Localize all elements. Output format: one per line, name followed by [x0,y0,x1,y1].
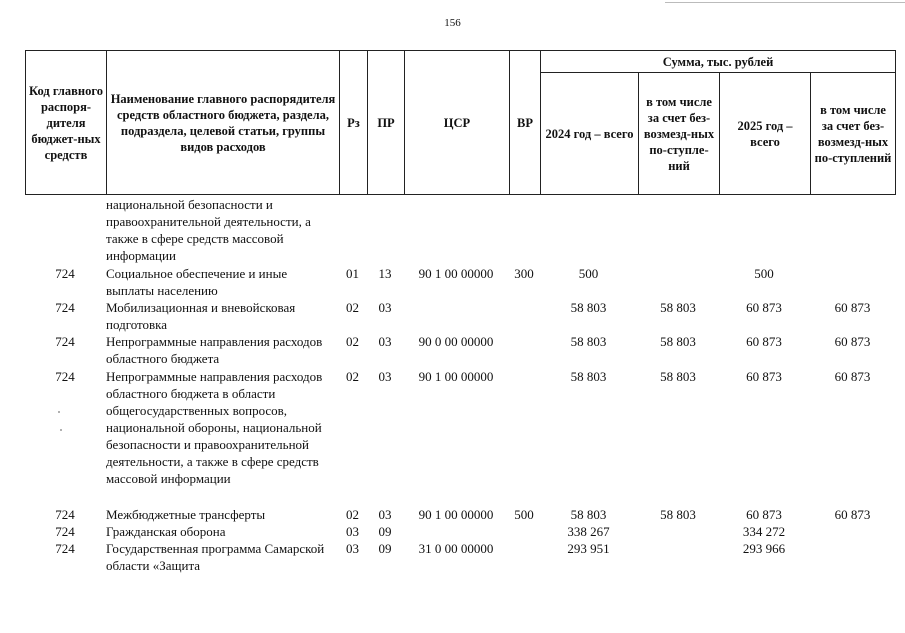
cell-2024-total: 500 [578,266,599,281]
cell-2025-total: 60 873 [746,369,782,384]
cell-vr: 500 [514,507,534,522]
cell-rz: 02 [346,300,359,315]
cell-name: Межбюджетные трансферты [106,507,266,522]
cell-name: Непрограммные направления расходов областного бюджета в области общегосударственных вопросов, национальной обороны, национальной безопасности и правоохранительной деятельности, а также в сфере средств массовой информации [106,369,323,486]
cell-2025-free: 60 873 [834,507,871,522]
cell-2024-free: 58 803 [660,334,696,349]
header-2024-free: в том числе за счет без-возмезд-ных по-ступле-ний [639,73,720,195]
cell-vr: 300 [514,266,534,281]
cell-name: Социальное обеспечение и иные выплаты населению [106,266,288,298]
cell-2025-total: 500 [754,266,774,281]
scan-speck [58,411,60,413]
cell-rz: 03 [346,524,359,539]
cell-name: Государственная программа Самарской области «Защита [106,541,325,573]
header-csr: ЦСР [405,51,510,195]
cell-pr: 09 [378,541,392,556]
cell-pr: 09 [378,524,392,539]
cell-code: 724 [55,369,75,384]
header-2025-total: 2025 год – всего [720,73,811,195]
cell-2025-free: 60 873 [834,334,871,349]
cell-code: 724 [55,334,75,349]
cell-rz: 01 [346,266,359,281]
page-number: 156 [444,17,461,29]
cell-2025-total: 60 873 [746,507,782,522]
cell-csr: 90 0 00 00000 [418,334,494,349]
cell-code: 724 [55,300,75,315]
cell-pr: 03 [378,369,392,384]
cell-2025-free: 60 873 [834,300,871,315]
cell-2025-total: 60 873 [746,334,782,349]
cell-pr: 03 [378,334,392,349]
cell-code: 724 [55,266,75,281]
cell-2024-total: 58 803 [570,369,607,384]
cell-rz: 03 [346,541,359,556]
cell-pr: 03 [378,507,392,522]
cell-2025-total: 334 272 [742,524,786,539]
cell-pr: 03 [378,300,392,315]
header-2024-total: 2024 год – всего [541,73,639,195]
cell-rz: 02 [346,369,359,384]
cell-2024-total: 58 803 [570,334,607,349]
cell-2025-total: 293 966 [742,541,786,556]
cell-csr: 90 1 00 00000 [418,507,494,522]
header-pr: ПР [368,51,405,195]
cell-csr: 90 1 00 00000 [418,266,494,281]
header-2025-free: в том числе за счет без-возмезд-ных по-ступлений [811,73,896,195]
cell-code: 724 [55,524,75,539]
cell-rz: 02 [346,507,359,522]
scan-edge-line [665,2,905,3]
cell-code: 724 [55,507,75,522]
cell-2024-total: 58 803 [570,300,607,315]
cell-name: национальной безопасности и правоохранительной деятельности, а также в сфере средств массовой информации [106,197,311,263]
cell-csr: 90 1 00 00000 [418,369,494,384]
cell-code: 724 [55,541,75,556]
header-name: Наименование главного распорядителя средств областного бюджета, раздела, подраздела, целевой статьи, группы видов расходов [107,51,340,195]
table-header [25,50,896,195]
cell-name: Мобилизационная и вневойсковая подготовка [106,300,296,332]
cell-rz: 02 [346,334,359,349]
cell-2024-total: 293 951 [567,541,610,556]
header-vr: ВР [510,51,541,195]
cell-2024-total: 338 267 [567,524,610,539]
cell-2025-total: 60 873 [746,300,782,315]
cell-2024-free: 58 803 [660,507,696,522]
cell-2024-total: 58 803 [570,507,607,522]
header-sum: Сумма, тыс. рублей [541,51,896,73]
cell-name: Гражданская оборона [106,524,226,539]
cell-2024-free: 58 803 [660,369,696,384]
header-rz: Рз [340,51,368,195]
cell-csr: 31 0 00 00000 [418,541,494,556]
cell-pr: 13 [378,266,392,281]
header-code: Код главного распоря-дителя бюджет-ных средств [26,51,107,195]
scan-speck [60,429,62,431]
cell-2024-free: 58 803 [660,300,696,315]
cell-name: Непрограммные направления расходов областного бюджета [106,334,323,366]
cell-2025-free: 60 873 [834,369,871,384]
